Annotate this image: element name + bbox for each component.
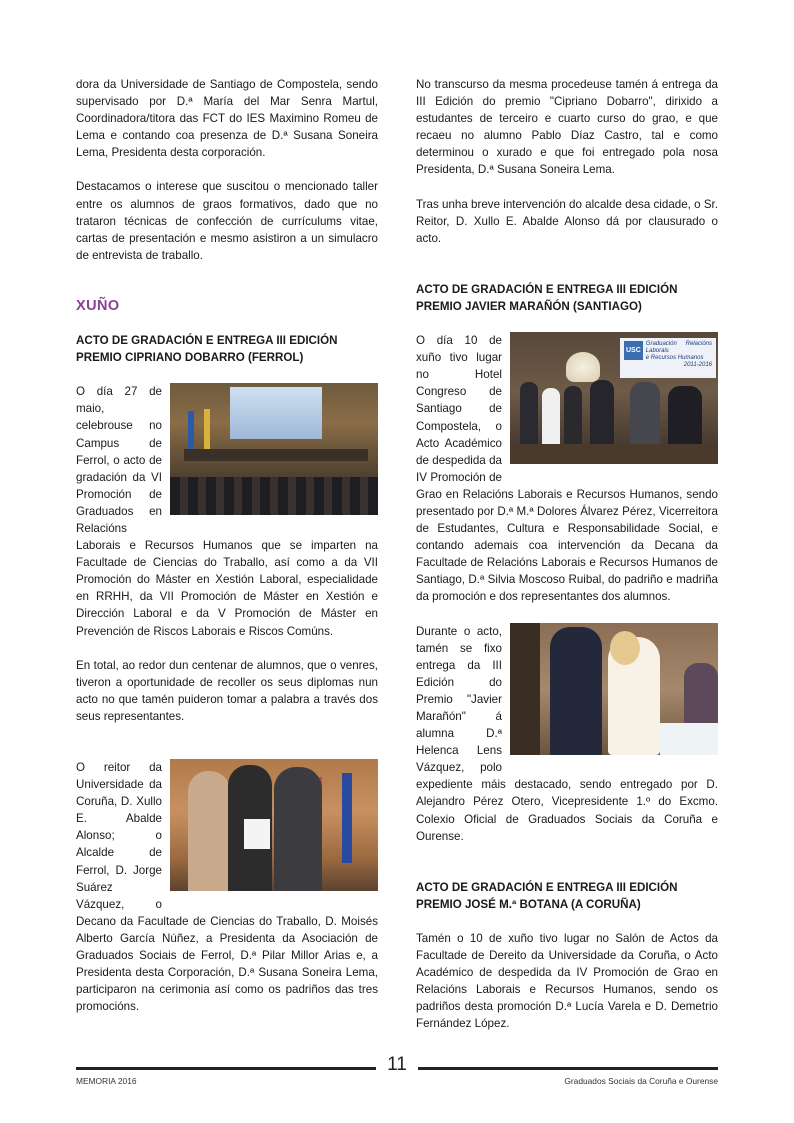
section-title: XUÑO [76, 297, 120, 314]
footer-organization: Graduados Sociais da Coruña e Ourense [564, 1076, 718, 1086]
paragraph: Destacamos o interese que suscitou o mencionado taller entre os alumnos de graos formativos, dado que no trataron técnicas de confección de currículums vitae, cartas de presentación e mesmo asistiron a un simulacro de entrevista de traballo. [76, 180, 378, 262]
footer-divider [418, 1067, 718, 1070]
paragraph: Tras unha breve intervención do alcalde desa cidade, o Sr. Reitor, D. Xullo E. Abalde Alonso dá por clausurado o acto. [416, 197, 718, 245]
paragraph: Durante o acto, tamén se fixo entrega da III Edición do Premio "Javier Marañón" á alumna D.ª Helenca Lens Vázquez, polo expediente máis destacado, sendo entregado por D. Alejandro Pérez Otero, Vicepresidente 1.º do Excmo. Colexio Oficial de Graduados Sociais da Coruña e Ourense. [416, 624, 718, 843]
right-column [416, 76, 718, 1033]
photo-ferrol-ceremony [170, 383, 378, 515]
article-heading: ACTO DE GRADACIÓN E ENTREGA III EDICIÓN PREMIO CIPRIANO DOBARRO (FERROL) [76, 334, 338, 365]
ceremony-banner [620, 338, 716, 378]
paragraph: O día 27 de maio, celebrouse no Campus de Ferrol, o acto de gradación da VI Promoción de Graduados en Relacións Laborais e Recursos Humanos que se imparten na Facultade de Ciencias do Traballo, así como a da VII Promoción do Máster en Xestión Laboral, especialidade en RRHH, da VII Promoción de Máster en Xestión e Dirección Laboral e da V Promoción de Máster en Prevención de Riscos Laborais e Riscos Comúns. [76, 385, 378, 638]
page-number: 11 [387, 1054, 407, 1075]
paragraph: Tamén o 10 de xuño tivo lugar no Salón de Actos da Facultade de Dereito da Universidade da Coruña, o Acto Académico de despedida da IV Promoción de Grao en Relacións Laborais e Recursos Humanos, sendo os padriños desta promoción D.ª Lucía Varela e D. Demetrio Fernández López. [416, 931, 718, 1031]
footer-publication: MEMORIA 2016 [76, 1076, 137, 1086]
banner-years: 2011-2016 [683, 362, 712, 369]
left-column [76, 76, 378, 1015]
photo-reitor-group [170, 759, 378, 891]
article-heading: ACTO DE GRADACIÓN E ENTREGA III EDICIÓN PREMIO JAVIER MARAÑÓN (SANTIAGO) [416, 282, 678, 313]
banner-line: Graduación Relacións Laborais [645, 341, 712, 355]
paragraph: dora da Universidade de Santiago de Compostela, sendo supervisado por D.ª María del Mar Senra Martul, Coordinadora/titora das FCT do IES Maximino Romeu de Lema e contando coa presenza de D.ª Susana Soneira Lema, Presidenta desta corporación. [76, 78, 378, 160]
usc-logo: USC [624, 341, 643, 360]
paragraph: O reitor da Universidade da Coruña, D. Xullo E. Abalde Alonso; o Alcalde de Ferrol, D. Jorge Suárez Vázquez, o Decano da Facultade de Ciencias do Traballo, D. Moisés Alberto García Núñez, a Presidenta da Asociación de Graduados Sociais de Ferrol, D.ª Pilar Millor Arias e, a Presidenta desta Corporación, D.ª Susana Soneira Lema, participaron na cerimonia así como os padriños das tres promocións. [76, 761, 378, 1014]
footer-divider [76, 1067, 376, 1070]
photo-santiago-ceremony [510, 332, 718, 464]
article-heading: ACTO DE GRADACIÓN E ENTREGA III EDICIÓN PREMIO JOSÉ M.ª BOTANA (A CORUÑA) [416, 880, 678, 911]
banner-line: e Recursos Humanos [645, 355, 704, 362]
paragraph: No transcurso da mesma procedeuse tamén á entrega da III Edición do premio "Cipriano Dobarro", dirixido a estudantes de terceiro e cuarto curso do grao, e que recaeu no alumno Pablo Díaz Castro, tal e como determinou o xurado e que foi entregado pola nosa Presidenta, D.ª Susana Soneira Lema. [416, 78, 718, 177]
photo-premio-javier-maranon [510, 623, 718, 755]
paragraph: O día 10 de xuño tivo lugar no Hotel Congreso de Santiago de Compostela, o Acto Académico de despedida da IV Promoción de Grao en Relacións Laborais e Recursos Humanos, sendo presentado por D.ª M.ª Dolores Álvarez Pérez, Vicerreitora de Estudantes, Cultura e Responsabilidade Social, e contando ademais coa intervención da Decana da Facultade de Relacións Laborais e Recursos Humanos de Santiago, D.ª Silvia Moscoso Ruibal, do padriño e madriña da promoción e dos representantes dos alumnos. [416, 334, 718, 604]
paragraph: En total, ao redor dun centenar de alumnos, que o venres, tiveron a oportunidade de recoller os seus diplomas nun acto no que tamén puideron tomar a palabra a través dos seus representantes. [76, 658, 378, 723]
